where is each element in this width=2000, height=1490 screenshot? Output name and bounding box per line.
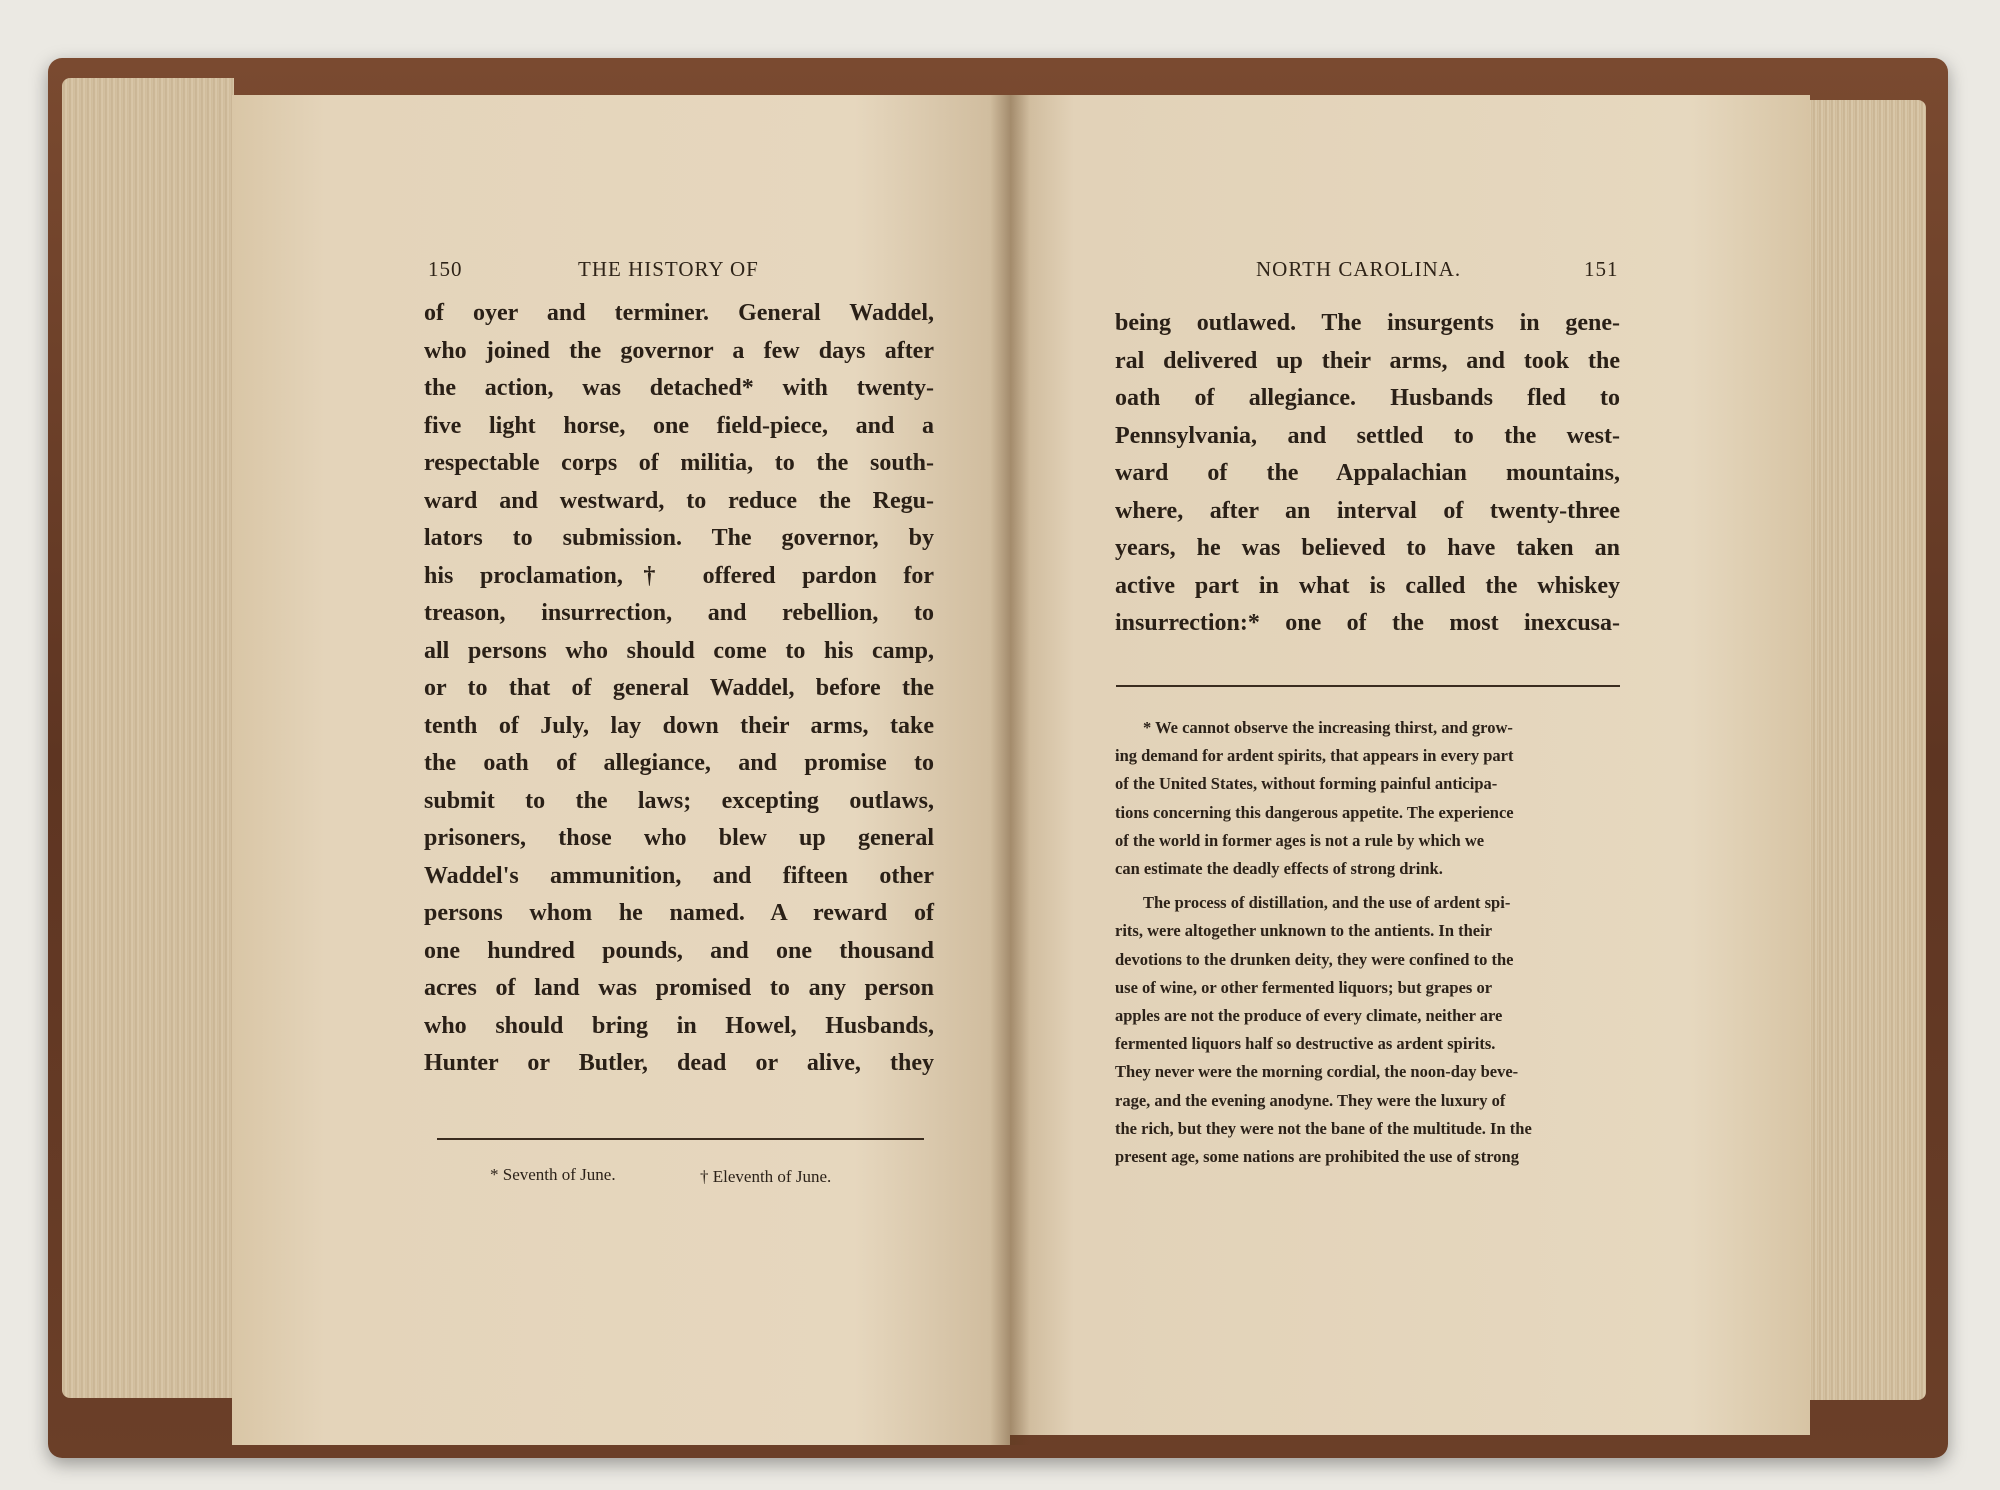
right-page-number: 151: [1584, 257, 1619, 281]
text-line: where, after an interval of twenty-three: [1115, 497, 1620, 524]
text-line: oath of allegiance. Husbands fled to: [1115, 385, 1620, 411]
left-footnote-rule: [437, 1138, 924, 1140]
footnote-line: apples are not the produce of every climate, neither are: [1115, 1006, 1503, 1026]
footnote-line: rits, were altogether unknown to the antients. In their: [1115, 921, 1493, 941]
left-body-text: [424, 295, 934, 1083]
text-line: who should bring in Howel, Husbands,: [424, 1012, 934, 1039]
footnote-line: They never were the morning cordial, the noon-day beve-: [1115, 1062, 1519, 1082]
text-line: ward and westward, to reduce the Regu-: [424, 487, 934, 514]
footnote-line: ing demand for ardent spirits, that appears in every part: [1115, 746, 1514, 766]
text-line: submit to the laws; excepting outlaws,: [424, 787, 934, 814]
text-line: being outlawed. The insurgents in gene-: [1115, 310, 1620, 336]
text-line: all persons who should come to his camp,: [424, 637, 934, 664]
text-line: respectable corps of militia, to the south-: [424, 450, 934, 476]
footnote-line: present age, some nations are prohibited the use of strong: [1115, 1147, 1519, 1167]
text-line: one hundred pounds, and one thousand: [424, 937, 934, 964]
text-line: or to that of general Waddel, before the: [424, 675, 934, 701]
footnote-line: can estimate the deadly effects of strong drink.: [1115, 859, 1443, 879]
footnote-line: rage, and the evening anodyne. They were the luxury of: [1115, 1090, 1506, 1110]
text-line: ward of the Appalachian mountains,: [1115, 460, 1620, 486]
text-line: lators to submission. The governor, by: [424, 525, 934, 551]
left-footnote-2: † Eleventh of June.: [700, 1167, 832, 1186]
text-line: the action, was detached* with twenty-: [424, 375, 934, 401]
footnote-line: use of wine, or other fermented liquors; but grapes or: [1115, 977, 1493, 997]
text-line: active part in what is called the whiskey: [1115, 572, 1620, 599]
text-line: who joined the governor a few days after: [424, 337, 934, 364]
footnote-line: The process of distillation, and the use of ardent spi-: [1143, 893, 1511, 913]
text-line: insurrection:* one of the most inexcusa-: [1115, 610, 1620, 636]
text-line: five light horse, one field-piece, and a: [424, 412, 934, 439]
page-edges-left: [62, 78, 234, 1398]
right-footnote-rule: [1116, 685, 1620, 687]
left-footnote-1: * Seventh of June.: [490, 1165, 616, 1184]
book-gutter: [990, 95, 1030, 1445]
text-line: treason, insurrection, and rebellion, to: [424, 600, 934, 626]
footnote-line: tions concerning this dangerous appetite. The experience: [1115, 802, 1514, 822]
text-line: tenth of July, lay down their arms, take: [424, 712, 934, 739]
footnote-line: of the United States, without forming painful anticipa-: [1115, 774, 1498, 794]
text-line: years, he was believed to have taken an: [1115, 535, 1620, 561]
text-line: acres of land was promised to any person: [424, 975, 934, 1001]
right-running-head: NORTH CAROLINA.: [1256, 257, 1462, 281]
right-footnote-text: [1115, 714, 1617, 1171]
footnote-line: * We cannot observe the increasing thirst, and grow-: [1143, 718, 1513, 737]
footnote-line: fermented liquors half so destructive as ardent spirits.: [1115, 1034, 1496, 1054]
left-page-number: 150: [428, 257, 463, 281]
text-line: persons whom he named. A reward of: [424, 900, 934, 926]
right-body-text: [1115, 305, 1620, 643]
text-line: the oath of allegiance, and promise to: [424, 750, 934, 776]
text-line: prisoners, those who blew up general: [424, 825, 934, 851]
text-line: Waddel's ammunition, and fifteen other: [424, 862, 934, 889]
text-line: of oyer and terminer. General Waddel,: [424, 300, 934, 326]
text-line: his proclamation,† offered pardon for: [424, 562, 934, 589]
footnote-line: of the world in former ages is not a rule by which we: [1115, 830, 1485, 850]
footnote-line: the rich, but they were not the bane of the multitude. In the: [1115, 1118, 1532, 1138]
text-line: Hunter or Butler, dead or alive, they: [424, 1050, 934, 1076]
text-line: ral delivered up their arms, and took the: [1115, 347, 1620, 374]
footnote-line: devotions to the drunken deity, they were confined to the: [1115, 949, 1514, 969]
text-line: Pennsylvania, and settled to the west-: [1115, 422, 1620, 449]
left-running-head: THE HISTORY OF: [578, 257, 759, 281]
